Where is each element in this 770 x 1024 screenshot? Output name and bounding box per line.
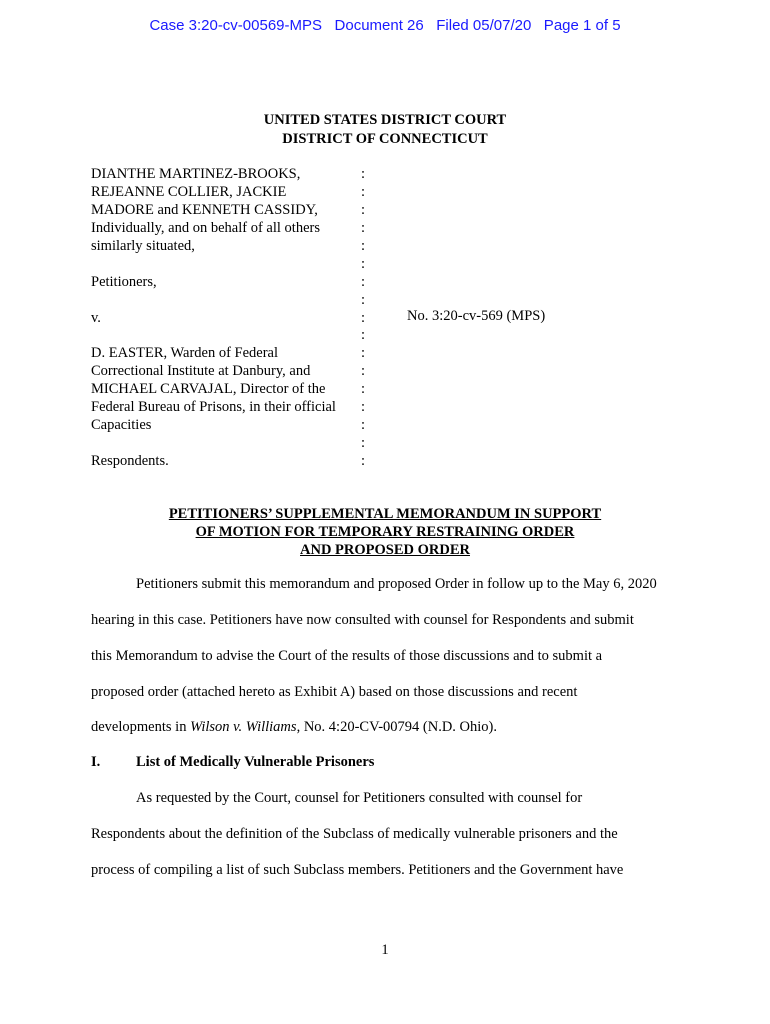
caption-colon: : bbox=[361, 327, 366, 343]
case-citation: Wilson v. Williams bbox=[190, 719, 297, 735]
memo-title-line: OF MOTION FOR TEMPORARY RESTRAINING ORDER bbox=[195, 524, 575, 540]
respondent-line: Correctional Institute at Danbury, and bbox=[91, 363, 311, 379]
caption-colon: : bbox=[361, 238, 366, 254]
paragraph-line: proposed order (attached hereto as Exhibit A) based on those discussions and recent bbox=[91, 684, 578, 700]
ecf-header-stamp: Case 3:20-cv-00569-MPS Document 26 Filed 05/07/20 Page 1 of 5 bbox=[149, 17, 621, 34]
petitioner-line: similarly situated, bbox=[91, 238, 195, 254]
case-number: No. 3:20-cv-569 (MPS) bbox=[407, 308, 546, 324]
memo-title-line: PETITIONERS’ SUPPLEMENTAL MEMORANDUM IN SUPPORT bbox=[168, 506, 602, 522]
paragraph-line: this Memorandum to advise the Court of the results of those discussions and to submit a bbox=[91, 648, 603, 664]
caption-colon: : bbox=[361, 399, 366, 415]
caption-colon: : bbox=[361, 417, 366, 433]
caption-colon: : bbox=[361, 345, 366, 361]
petitioner-line: DIANTHE MARTINEZ-BROOKS, bbox=[91, 166, 301, 182]
petitioner-line: Individually, and on behalf of all others bbox=[91, 220, 320, 236]
respondent-line: D. EASTER, Warden of Federal bbox=[91, 345, 279, 361]
court-district: DISTRICT OF CONNECTICUT bbox=[282, 131, 488, 147]
caption-colon: : bbox=[361, 256, 366, 272]
paragraph-line: Petitioners submit this memorandum and proposed Order in follow up to the May 6, 2020 bbox=[136, 576, 657, 592]
caption-colon: : bbox=[361, 435, 366, 451]
caption-colon: : bbox=[361, 220, 366, 236]
paragraph-line: As requested by the Court, counsel for Petitioners consulted with counsel for bbox=[136, 790, 583, 806]
section-number: I. bbox=[91, 754, 101, 770]
page-number: 1 bbox=[381, 942, 389, 958]
section-title: List of Medically Vulnerable Prisoners bbox=[136, 754, 375, 770]
paragraph-line: hearing in this case. Petitioners have now consulted with counsel for Respondents and submit bbox=[91, 612, 634, 628]
caption-colon: : bbox=[361, 310, 366, 326]
text-run: developments in bbox=[91, 719, 191, 735]
caption-colon: : bbox=[361, 363, 366, 379]
versus: v. bbox=[91, 310, 101, 326]
text-run: , No. 4:20-CV-00794 (N.D. Ohio). bbox=[296, 719, 498, 735]
petitioners-label: Petitioners, bbox=[91, 274, 157, 290]
caption-colon: : bbox=[361, 184, 366, 200]
caption-colon: : bbox=[361, 166, 366, 182]
court-name: UNITED STATES DISTRICT COURT bbox=[263, 112, 507, 128]
paragraph-line: process of compiling a list of such Subclass members. Petitioners and the Government have bbox=[91, 862, 624, 878]
petitioner-line: REJEANNE COLLIER, JACKIE bbox=[91, 184, 287, 200]
caption-colon: : bbox=[361, 453, 366, 469]
caption-colon: : bbox=[361, 274, 366, 290]
caption-colon: : bbox=[361, 292, 366, 308]
paragraph-line bbox=[91, 719, 497, 736]
petitioner-line: MADORE and KENNETH CASSIDY, bbox=[91, 202, 318, 218]
respondent-line: Capacities bbox=[91, 417, 152, 433]
respondents-label: Respondents. bbox=[91, 453, 169, 469]
paragraph-line: Respondents about the definition of the Subclass of medically vulnerable prisoners and the bbox=[91, 826, 618, 842]
respondent-line: Federal Bureau of Prisons, in their official bbox=[91, 399, 336, 415]
caption-colon: : bbox=[361, 202, 366, 218]
respondent-line: MICHAEL CARVAJAL, Director of the bbox=[91, 381, 326, 397]
memo-title-line: AND PROPOSED ORDER bbox=[300, 542, 470, 558]
caption-colon: : bbox=[361, 381, 366, 397]
